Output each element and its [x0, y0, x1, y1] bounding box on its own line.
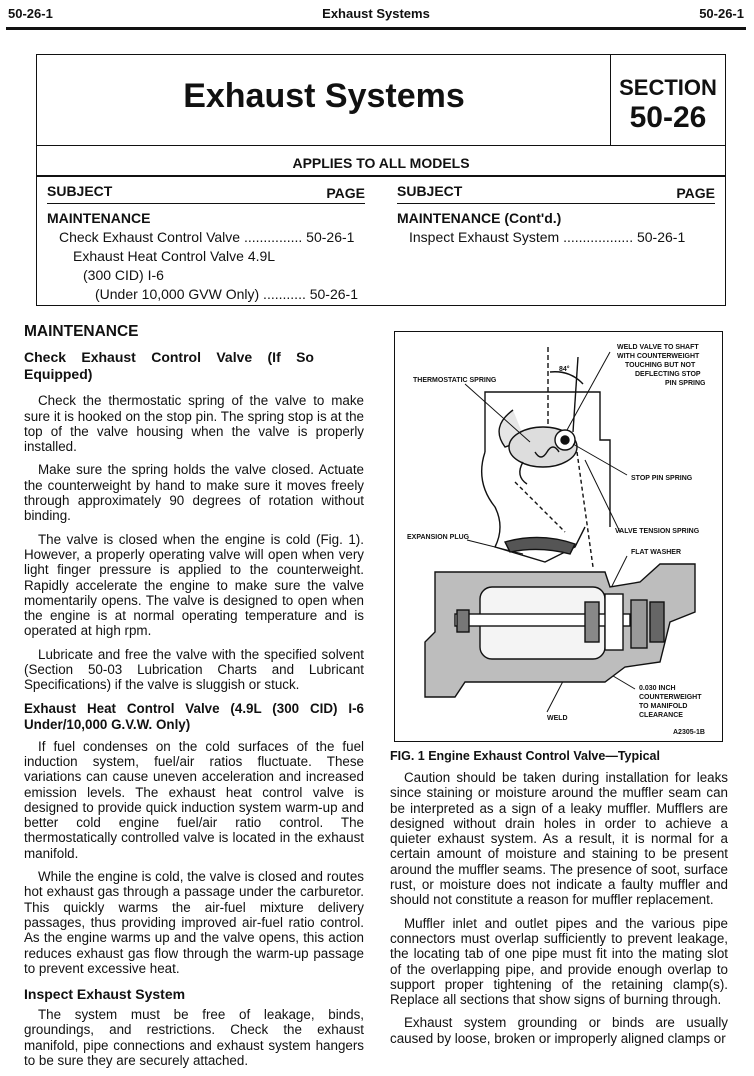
figure-label-expansion-plug: EXPANSION PLUG	[407, 534, 470, 541]
paragraph: The valve is closed when the engine is cold (Fig. 1). However, a properly operating valve will open when very light finger pressure is applied to the counterweight. Rapidly accelerate the engine to make sure the valve momentarily opens. The valve is designed to open when the engine is at normal operating temperature and is operated at high rpm.	[24, 531, 364, 639]
figure-label-weld-valve: TOUCHING BUT NOT	[625, 362, 696, 369]
toc-right	[397, 183, 715, 245]
section-number: 50-26	[629, 101, 707, 134]
figure-label-clearance: 0.030 INCH	[639, 685, 676, 692]
paragraph: While the engine is cold, the valve is closed and routes hot exhaust gas through a passage under the carburetor. This quickly warms the air-fuel mixture delivery passages, thus providing improved air-fuel ratio control. As the engine warms up and the valve opens, this action reduces exhaust gas flow through the warm-up passage to prevent excessive heat.	[24, 869, 364, 976]
paragraph: Check the thermostatic spring of the valve to make sure it is hooked on the stop pin. The spring stop is at the top of the valve housing when the valve is properly installed.	[24, 393, 364, 455]
left-column	[24, 324, 364, 1076]
figure-label-weld-valve: WELD VALVE TO SHAFT	[617, 344, 699, 351]
toc-left	[47, 183, 365, 302]
page-number-left: 50-26-1	[8, 6, 53, 21]
toc-entry[interactable]: (Under 10,000 GVW Only) ........... 50-26-1	[95, 286, 358, 302]
subject-header: SUBJECT	[47, 183, 113, 199]
figure-label-thermostatic-spring: THERMOSTATIC SPRING	[413, 377, 497, 384]
paragraph: Exhaust system grounding or binds are usually caused by loose, broken or improperly aligned clamps or	[390, 1015, 728, 1046]
header-rule	[6, 27, 746, 30]
toc-entry[interactable]: Check Exhaust Control Valve ............... 50-26-1	[59, 229, 355, 245]
figure-label-clearance: TO MANIFOLD	[639, 703, 688, 710]
page-number-right: 50-26-1	[699, 6, 744, 21]
figure-label-weld: WELD	[547, 715, 568, 722]
paragraph: Muffler inlet and outlet pipes and the various pipe connectors must overlap sufficiently to prevent leakage, the locating tab of one pipe must fit into the mating slot of the overlapping pipe, and provide enough overlap to support proper tightening of the retaining clamp(s). Replace all sections that show signs of burning through.	[390, 915, 728, 1008]
section-label: SECTION	[619, 75, 717, 100]
subsection-heading: Exhaust Heat Control Valve (4.9L (300 CID) I-6 Under/10,000 G.V.W. Only)	[24, 700, 364, 732]
title-box	[36, 54, 726, 306]
toc-group: MAINTENANCE (Cont'd.)	[397, 210, 562, 226]
figure-label-weld-valve: DEFLECTING STOP	[635, 371, 701, 378]
paragraph: If fuel condenses on the cold surfaces of the fuel induction system, fuel/air ratios fluctuate. These variations can cause uneven acceleration and increased emission levels. The exhaust heat control valve is designed to provide quick induction system warm-up and better cold engine fuel/air ratio control. The thermostatically controlled valve is located in the exhaust manifold.	[24, 738, 364, 861]
figure-label-clearance: CLEARANCE	[639, 712, 683, 719]
subsection-heading: Check Exhaust Control Valve (If So Equipped)	[24, 349, 314, 383]
section-heading: MAINTENANCE	[24, 323, 139, 340]
applies-rule	[37, 175, 725, 177]
page-header: PAGE	[676, 185, 715, 201]
paragraph: Make sure the spring holds the valve closed. Actuate the counterweight by hand to make sure it moves freely through approximately 90 degrees of rotation without binding.	[24, 462, 364, 524]
figure-label-angle: 84°	[559, 366, 570, 373]
toc-header	[397, 183, 715, 204]
toc-entry[interactable]: Inspect Exhaust System .................. 50-26-1	[409, 229, 686, 245]
toc-entry[interactable]: (300 CID) I-6	[83, 267, 164, 283]
running-header	[8, 6, 744, 24]
title-row	[37, 55, 725, 146]
subject-header: SUBJECT	[397, 183, 463, 199]
right-column	[390, 770, 728, 1054]
figure-label-weld-valve: PIN SPRING	[665, 380, 706, 387]
subsection-heading: Inspect Exhaust System	[24, 986, 186, 1003]
toc-header	[47, 183, 365, 204]
toc-entry[interactable]: Exhaust Heat Control Valve 4.9L	[73, 248, 276, 264]
figure-code: A2305-1B	[673, 729, 705, 736]
page-header: PAGE	[326, 185, 365, 201]
figure-label-clearance: COUNTERWEIGHT	[639, 694, 702, 701]
paragraph: Caution should be taken during installation for leaks since staining or moisture around the muffler seam can be interpreted as a sign of a leaky muffler. Mufflers are designed without drain holes in order to achieve a quieter exhaust system. As a result, it is normal for a certain amount of moisture and staining to be present around the muffler seams. The presence of soot, surface rust, or moisture does not indicate a faulty muffler and should not constitute a reason for muffler replacement.	[390, 770, 728, 908]
exhaust-valve-illustration	[395, 332, 721, 740]
applies-to: APPLIES TO ALL MODELS	[292, 155, 470, 171]
figure-caption: FIG. 1 Engine Exhaust Control Valve—Typical	[390, 749, 660, 763]
figure-label-valve-tension-spring: VALVE TENSION SPRING	[615, 528, 700, 535]
paragraph: Lubricate and free the valve with the specified solvent (Section 50-03 Lubrication Charts and Lubricant Specifications) if the valve is sluggish or stuck.	[24, 646, 364, 693]
running-title: Exhaust Systems	[322, 6, 430, 21]
toc-group: MAINTENANCE	[47, 210, 151, 226]
figure-label-stop-pin-spring: STOP PIN SPRING	[631, 475, 693, 482]
figure-label-flat-washer: FLAT WASHER	[631, 549, 682, 556]
figure-frame	[394, 331, 723, 742]
figure-label-weld-valve: WITH COUNTERWEIGHT	[617, 353, 700, 360]
paragraph: The system must be free of leakage, binds, groundings, and restrictions. Check the exhaust manifold, pipe connections and exhaust system hangers to be sure they are securely attached.	[24, 1007, 364, 1068]
section-box	[610, 55, 725, 145]
page-title: Exhaust Systems	[183, 77, 465, 115]
